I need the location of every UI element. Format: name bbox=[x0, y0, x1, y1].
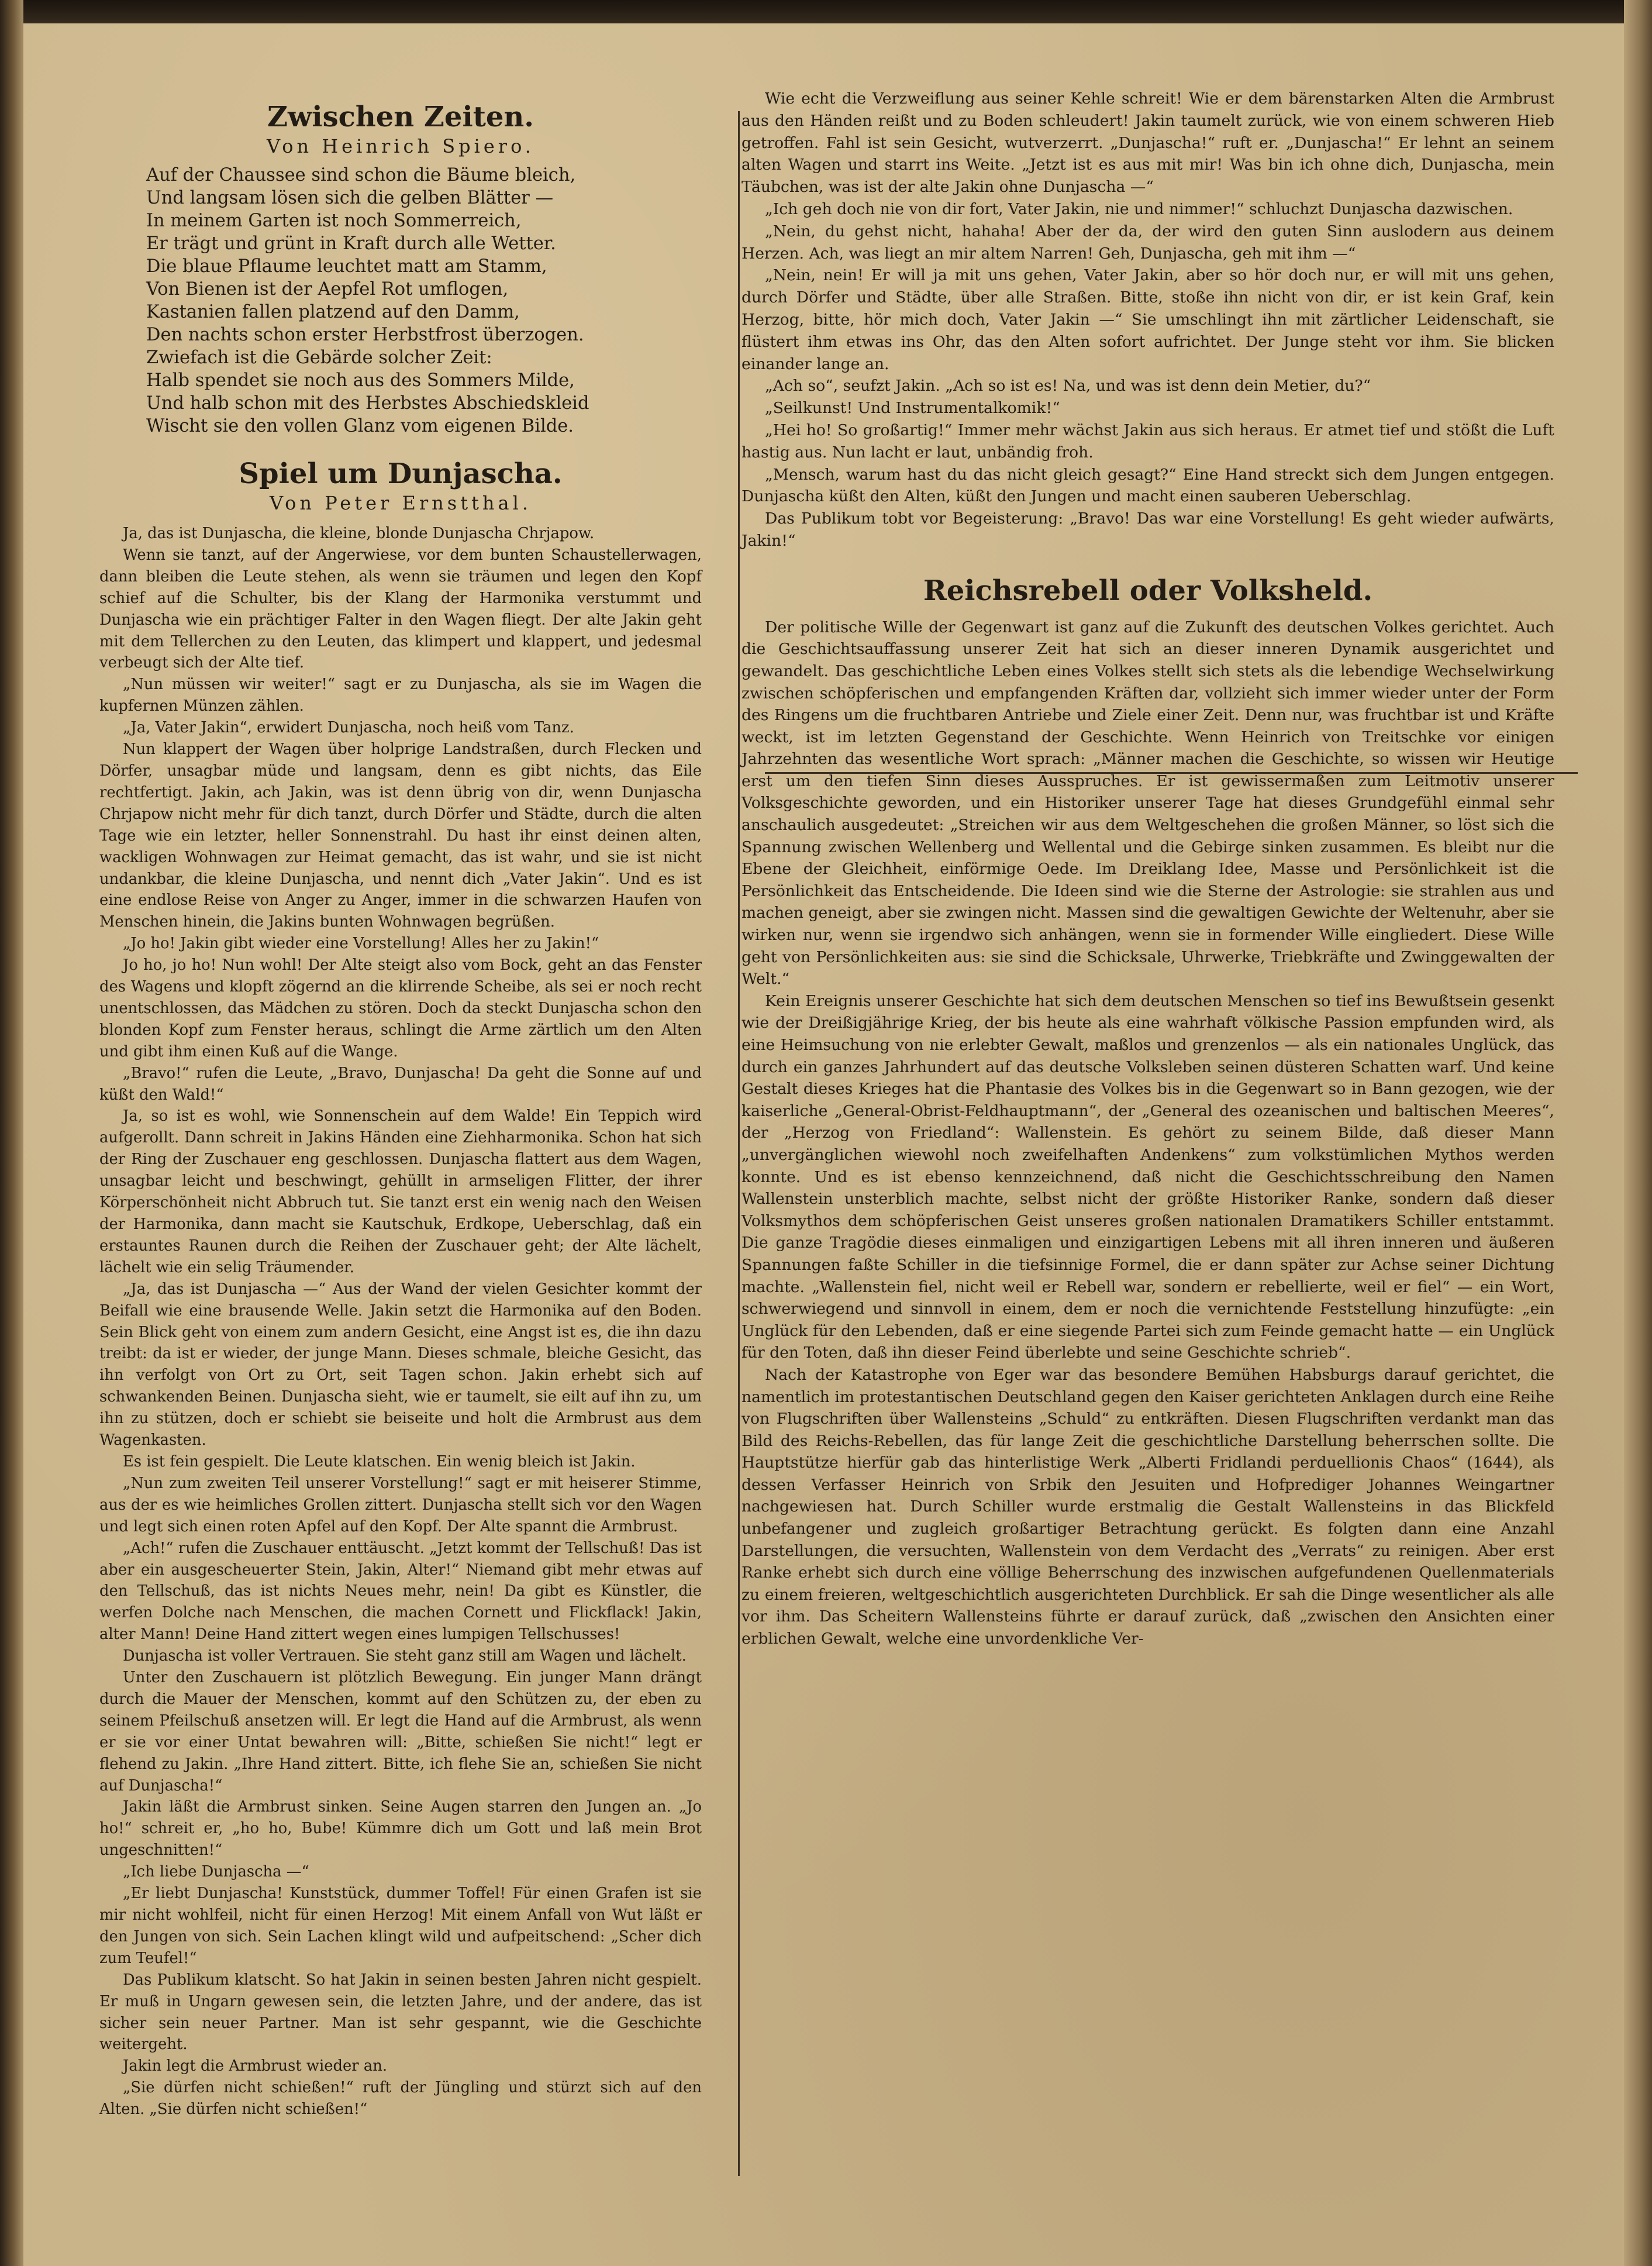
poem-line: Auf der Chaussee sind schon die Bäume bleich, bbox=[146, 165, 576, 185]
story-text-right bbox=[741, 88, 1554, 552]
story-paragraph: Wie echt die Verzweiflung aus seiner Kehle schreit! Wie er dem bärenstarken Alten die Armbrust aus den Händen reißt und zu Boden schleudert! Jakin taumelt zurück, wie von einem schweren Hieb getroffen. Fahl ist sein Gesicht, wutverzerrt. „Dunjascha!“ ruft er. „Dunjascha!“ Er lehnt an seinem alten Wagen und starrt ins Weite. „Jetzt ist es aus mit mir! Was bin ich ohne dich, Dunjascha, mein Täubchen, was ist der alte Jakin ohne Dunjascha —“ bbox=[741, 89, 1554, 197]
essay-paragraph: Der politische Wille der Gegenwart ist ganz auf die Zukunft des deutschen Volkes gerichtet. Auch die Geschichtsauffassung unserer Zeit hat sich an dieser inneren Dynamik ausgerichtet und gewandelt. Das geschichtliche Leben eines Volkes stellt sich stets als die lebendige Wechselwirkung zwischen schöpferischen und empfangenden Kräften dar, vollzieht sich immer wieder unter der Form des Ringens um die fruchtbaren Antriebe und Ziele einer Zeit. Denn nur, was fruchtbar ist und Kräfte weckt, ist im letzten Gegenstand der Geschichte. Wenn Heinrich von Treitschke vor einigen Jahrzehnten das wesentliche Wort sprach: „Männer machen die Geschichte, so wissen wir Heutige erst um den tiefen Sinn dieses Ausspruches. Er ist gewissermaßen zum Leitmotiv unserer Volksgeschichte geworden, und ein Historiker unserer Tage hat dieses Grundgefühl einmal sehr anschaulich ausgedeutet: „Streichen wir aus dem Weltgeschehen die großen Männer, so löst sich die Spannung zwischen Wellenberg und Wellental und die Gebirge sinken zusammen. Es bleibt nur die Ebene der Gleichheit, einförmige Oede. Im Dreiklang Idee, Masse und Persönlichkeit ist die Persönlichkeit das Entscheidende. Die Ideen sind wie die Sterne der Astrologie: sie strahlen aus und machen geneigt, aber sie zwingen nicht. Massen sind die gewaltigen Gewichte der Weltenuhr, aber sie wirken nur, wenn sie irgendwo sich anhängen, wenn sie in formender Wille eingliedert. Diese Wille geht von Persönlichkeiten aus: sie sind die Schicksale, Uhrwerke, Triebkräfte und Zwinggewalten der Welt.“ bbox=[741, 618, 1554, 989]
story-byline: Von Peter Ernstthal. bbox=[269, 492, 532, 514]
story-paragraph: Dunjascha ist voller Vertrauen. Sie steht ganz still am Wagen und lächelt. bbox=[123, 1647, 687, 1665]
story-paragraph: Es ist fein gespielt. Die Leute klatschen. Ein wenig bleich ist Jakin. bbox=[123, 1452, 636, 1471]
poem-body bbox=[146, 164, 702, 438]
column-divider bbox=[738, 111, 740, 2176]
poem-line: Wischt sie den vollen Glanz vom eigenen Bilde. bbox=[146, 416, 574, 436]
story-paragraph: „Mensch, warum hast du das nicht gleich gesagt?“ Eine Hand streckt sich dem Jungen entgegen. Dunjascha küßt den Alten, küßt den Jungen und macht einen sauberen Ueberschlag. bbox=[741, 465, 1554, 506]
poem-title: Zwischen Zeiten. bbox=[267, 101, 534, 133]
story-paragraph: Jakin läßt die Armbrust sinken. Seine Augen starren den Jungen an. „Jo ho!“ schreit er, „ho ho, Bube! Kümmre dich um Gott und laß mein Brot ungeschnitten!“ bbox=[99, 1798, 702, 1859]
poem-line: Und langsam lösen sich die gelben Blätter — bbox=[146, 188, 554, 208]
story-paragraph: Ja, das ist Dunjascha, die kleine, blonde Dunjascha Chrjapow. bbox=[123, 525, 595, 542]
right-column bbox=[741, 88, 1554, 2158]
story-paragraph: „Ich liebe Dunjascha —“ bbox=[123, 1863, 309, 1881]
story-paragraph: Unter den Zuschauern ist plötzlich Bewegung. Ein junger Mann drängt durch die Mauer der Menschen, kommt auf den Schützen zu, der eben zu seinem Pfeilschuß ansetzen will. Er legt die Hand auf die Armbrust, als wenn er sie vor einer Untat bewahren will: „Bitte, schießen Sie nicht!“ legt er flehend zu Jakin. „Ihre Hand zittert. Bitte, ich flehe Sie an, schießen Sie nicht auf Dunjascha!“ bbox=[99, 1669, 702, 1795]
story-text-left bbox=[99, 523, 702, 2120]
story-paragraph: „Ich geh doch nie von dir fort, Vater Jakin, nie und nimmer!“ schluchzt Dunjascha dazwischen. bbox=[765, 199, 1513, 218]
poem-line: Von Bienen ist der Aepfel Rot umflogen, bbox=[146, 279, 509, 299]
poem-line: Zwiefach ist die Gebärde solcher Zeit: bbox=[146, 347, 492, 368]
story-paragraph: Das Publikum tobt vor Begeisterung: „Bravo! Das war eine Vorstellung! Es geht wieder aufwärts, Jakin!“ bbox=[741, 509, 1554, 550]
story-paragraph: „Ja, das ist Dunjascha —“ Aus der Wand der vielen Gesichter kommt der Beifall wie eine brausende Welle. Jakin setzt die Harmonika auf den Boden. Sein Blick geht von einem zum andern Gesicht, eine Angst ist es, die ihn dazu treibt: da ist er wieder, der junge Mann. Dieses schmale, bleiche Gesicht, das ihn verfolgt von Ort zu Ort, seit Tagen schon. Jakin erhebt sich auf schwankenden Beinen. Dunjascha sieht, wie er taumelt, sie eilt auf ihn zu, um ihn zu stützen, doch er schiebt sie beiseite und holt die Armbrust aus dem Wagenkasten. bbox=[99, 1280, 702, 1449]
essay-title: Reichsrebell oder Volksheld. bbox=[923, 574, 1373, 607]
story-paragraph: Das Publikum klatscht. So hat Jakin in seinen besten Jahren nicht gespielt. Er muß in Ungarn gewesen sein, die letzten Jahre, und der andere, das ist sicher sein neuer Partner. Man ist sehr gespannt, wie die Geschichte weitergeht. bbox=[99, 1971, 702, 2054]
story-paragraph: „Ach!“ rufen die Zuschauer enttäuscht. „Jetzt kommt der Tellschuß! Das ist aber ein ausgescheuerter Stein, Jakin, Alter!“ Niemand gibt mehr etwas auf den Tellschuß, das ist nichts Neues mehr, nein! Da gibt es Künstler, die werfen Dolche nach Menschen, die machen Cornett und Flickflack! Jakin, alter Mann! Deine Hand zittert wegen eines lumpigen Tellschusses! bbox=[99, 1539, 702, 1644]
story-paragraph: „Er liebt Dunjascha! Kunststück, dummer Toffel! Für einen Grafen ist sie mir nicht wohlfeil, nicht für einen Herzog! Mit einem Anfall von Wut läßt er den Jungen von sich. Sein Lachen klingt wild und aufpeitschend: „Scher dich zum Teufel!“ bbox=[99, 1885, 702, 1967]
left-column bbox=[99, 99, 702, 2158]
story-paragraph: Nun klappert der Wagen über holprige Landstraßen, durch Flecken und Dörfer, unsagbar müde und langsam, denn es gibt nichts, das Eile rechtfertigt. Jakin, ach Jakin, was ist denn übrig von dir, wenn Dunjascha Chrjapow nicht mehr für dich tanzt, durch Dörfer und Städte, durch die alten Tage wie ein letzter, heller Sonnenstrahl. Du hast ihr einst deinen alten, wackligen Wohnwagen zur Heimat gemacht, das ist wahr, und sie ist nicht undankbar, die kleine Dunjascha, und nennt dich „Vater Jakin“. Und es ist eine endlose Reise von Anger zu Anger, immer in die schwarzen Haufen von Menschen hinein, die Jakins bunten Wohnwagen begrüßen. bbox=[99, 741, 702, 931]
poem-line: Er trägt und grünt in Kraft durch alle Wetter. bbox=[146, 233, 556, 254]
story-paragraph: Jakin legt die Armbrust wieder an. bbox=[123, 2057, 388, 2075]
story-paragraph: „Jo ho! Jakin gibt wieder eine Vorstellung! Alles her zu Jakin!“ bbox=[123, 935, 599, 953]
story-paragraph: „Hei ho! So großartig!“ Immer mehr wächst Jakin aus sich heraus. Er atmet tief und stößt die Luft hastig aus. Nun lacht er laut, unbändig froh. bbox=[741, 421, 1554, 462]
poem-line: Die blaue Pflaume leuchtet matt am Stamm, bbox=[146, 256, 547, 277]
story-paragraph: Jo ho, jo ho! Nun wohl! Der Alte steigt also vom Bock, geht an das Fenster des Wagens und klopft zögernd an die klirrende Scheibe, als sei er noch recht unentschlossen, das Mädchen zu stören. Doch da steckt Dunjascha schon den blonden Kopf zum Fenster heraus, schlingt die Arme zärtlich um den Alten und gibt ihm einen Kuß auf die Wange. bbox=[99, 956, 702, 1060]
story-paragraph: „Seilkunst! Und Instrumentalkomik!“ bbox=[765, 399, 1060, 418]
poem-line: Kastanien fallen platzend auf den Damm, bbox=[146, 302, 520, 322]
story-paragraph: Ja, so ist es wohl, wie Sonnenschein auf dem Walde! Ein Teppich wird aufgerollt. Dann schreit in Jakins Händen eine Ziehharmonika. Schon hat sich der Ring der Zuschauer eng geschlossen. Dunjascha flattert aus dem Wagen, unsagbar leicht und beschwingt, gehüllt in armseligen Flitter, der ihrer Körperschönheit nicht Abbruch tut. Sie tanzt erst ein wenig nach den Weisen der Harmonika, dann macht sie Kautschuk, Erdkope, Ueberschlag, daß ein erstauntes Raunen durch die Reihen der Zuschauer geht; der Alte lächelt, lächelt wie ein selig Träumender. bbox=[99, 1107, 702, 1276]
essay-paragraph: Kein Ereignis unserer Geschichte hat sich dem deutschen Menschen so tief ins Bewußtsein gesenkt wie der Dreißigjährige Krieg, der bis heute als eine wahrhaft völkische Passion empfunden wird, als eine Heimsuchung von nie erlebter Gewalt, maßlos und grenzenlos — als ein nationales Unglück, das durch ein ganzes Jahrhundert auf das deutsche Volksleben seinen düsteren Schatten warf. Und keine Gestalt dieses Krieges hat die Phantasie des Volkes bis in die Gegenwart so in Bann gezogen, wie der kaiserliche „General-Obrist-Feldhauptmann“, der „General des ozeanischen und baltischen Meeres“, der „Herzog von Friedland“: Wallenstein. Es gehört zu seinem Bilde, daß dieser Mann „unvergänglichen wiewohl noch zweifelhaften Andenkens“ zum volkstümlichen Mythos werden konnte. Und es ist ebenso kennzeichnend, daß nicht die Geschichtsschreibung den Namen Wallenstein unsterblich machte, selbst nicht der größte Historiker Ranke, sondern daß dieser Volksmythos dem schöpferischen Geist unseres großen nationalen Dramatikers Schiller entstammt. Die ganze Tragödie dieses einmaligen und einzigartigen Lebens mit all ihren inneren und äußeren Spannungen faßte Schiller in die tiefsinnige Formel, die er dann später zur Achse seiner Dichtung machte. „Wallenstein fiel, nicht weil er Rebell war, sondern er rebellierte, weil er fiel“ — ein Wort, schwerwiegend und sinnvoll in einem, dem er noch die vernichtende Feststellung hinzufügte: „ein Unglück für den Lebenden, daß er eine siegende Partei sich zum Feinde gemacht hatte — ein Unglück für den Toten, daß ihn dieser Feind überlebte und seine Geschichte schrieb“. bbox=[741, 991, 1554, 1362]
story-paragraph: „Nun zum zweiten Teil unserer Vorstellung!“ sagt er mit heiserer Stimme, aus der es wie heimliches Grollen zittert. Dunjascha stellt sich vor den Wagen und legt sich einen roten Apfel auf den Kopf. Der Alte spannt die Armbrust. bbox=[99, 1474, 702, 1535]
story-paragraph: „Nun müssen wir weiter!“ sagt er zu Dunjascha, als sie im Wagen die kupfernen Münzen zählen. bbox=[99, 676, 702, 715]
story-title: Spiel um Dunjascha. bbox=[239, 457, 563, 490]
story-paragraph: „Ja, Vater Jakin“, erwidert Dunjascha, noch heiß vom Tanz. bbox=[123, 719, 574, 737]
poem-line: Und halb schon mit des Herbstes Abschiedskleid bbox=[146, 393, 589, 414]
story-paragraph: „Nein, du gehst nicht, hahaha! Aber der da, der wird den guten Sinn auslodern aus deinem Herzen. Ach, was liegt an mir altem Narren! Geh, Dunjascha, geh mit ihm —“ bbox=[741, 222, 1554, 263]
essay-body bbox=[741, 617, 1554, 1650]
poem-line: In meinem Garten ist noch Sommerreich, bbox=[146, 211, 522, 231]
essay-paragraph: Nach der Katastrophe von Eger war das besondere Bemühen Habsburgs darauf gerichtet, die namentlich im protestantischen Deutschland gegen den Kaiser gerichteten Anklagen durch eine Reihe von Flugschriften über Wallensteins „Schuld“ zu entkräften. Diesen Flugschriften verdankt man das Bild des Reichs-Rebellen, das für lange Zeit die geschichtliche Darstellung beherrschen sollte. Die Hauptstütze hierfür gab das hinterlistige Werk „Alberti Fridlandi perduellionis Chaos“ (1644), als dessen Verfasser Heinrich von Srbik den Jesuiten und Hofprediger Johannes Weingartner nachgewiesen hat. Durch Schiller wurde erstmalig die Gestalt Wallensteins in das Blickfeld unbefangener und zugleich großartiger Betrachtung gerückt. Es folgten dann eine Anzahl Darstellungen, die versuchten, Wallenstein von dem Verdacht des „Verrats“ zu reinigen. Aber erst Ranke erhebt sich durch eine völlige Beherrschung des inzwischen aufgefundenen Quellenmaterials zu einem freieren, weltgeschichtlich ausgerichteten Durchblick. Er sah die Dinge wesentlicher als alle vor ihm. Das Scheitern Wallensteins führte er darauf zurück, daß „zwischen den Ansichten einer erblichen Gewalt, welche eine unvordenkliche Ver- bbox=[741, 1365, 1554, 1648]
page-edge bbox=[1624, 0, 1652, 2266]
story-paragraph: „Bravo!“ rufen die Leute, „Bravo, Dunjascha! Da geht die Sonne auf und küßt den Wald!“ bbox=[99, 1064, 702, 1104]
story-paragraph: Wenn sie tanzt, auf der Angerwiese, vor dem bunten Schaustellerwagen, dann bleiben die Leute stehen, als wenn sie träumen und legen den Kopf schief auf die Schulter, bis der Klang der Harmonika verstummt und Dunjascha wie ein prächtiger Falter in den Wagen fliegt. Der alte Jakin geht mit dem Tellerchen zu den Leuten, das klimpert und klappert, und jedesmal verbeugt sich der Alte tief. bbox=[99, 546, 702, 672]
story-paragraph: „Ach so“, seufzt Jakin. „Ach so ist es! Na, und was ist denn dein Metier, du?“ bbox=[765, 377, 1371, 395]
story-paragraph: „Sie dürfen nicht schießen!“ ruft der Jüngling und stürzt sich auf den Alten. „Sie dürfen nicht schießen!“ bbox=[99, 2079, 702, 2119]
essay-section bbox=[741, 573, 1554, 1650]
poem-byline: Von Heinrich Spiero. bbox=[267, 135, 534, 157]
book-gutter bbox=[0, 0, 23, 2266]
poem-line: Halb spendet sie noch aus des Sommers Milde, bbox=[146, 370, 575, 391]
poem-line: Den nachts schon erster Herbstfrost überzogen. bbox=[146, 325, 584, 345]
story-paragraph: „Nein, nein! Er will ja mit uns gehen, Vater Jakin, aber so hör doch nur, er will mit uns gehen, durch Dörfer und Städte, über alle Straßen. Bitte, stoße ihn nicht von dir, er ist kein Graf, kein Herzog, bitte, hör mich doch, Vater Jakin —“ Sie umschlingt ihn mit zärtlicher Leidenschaft, sie flüstert ihm etwas ins Ohr, das den Alten sofort aufrichtet. Der Junge steht vor ihm. Sie blicken einander lange an. bbox=[741, 266, 1554, 373]
